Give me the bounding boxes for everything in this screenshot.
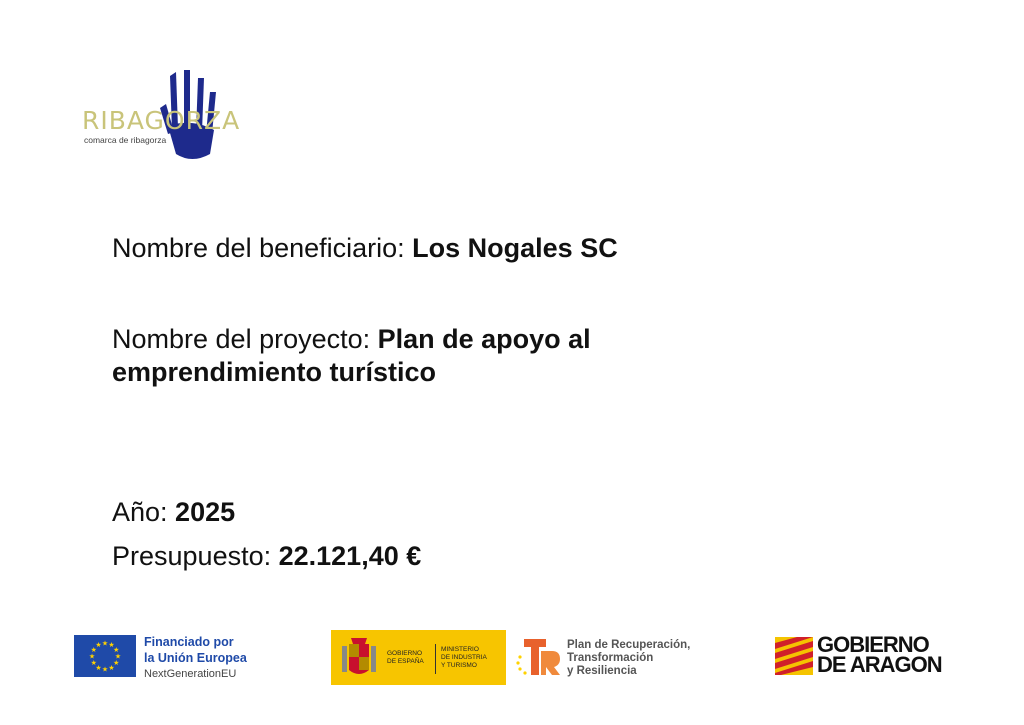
year-value: 2025: [175, 497, 236, 527]
budget-label: Presupuesto:: [112, 541, 279, 571]
logo-wordmark: RIBAGORZA: [82, 106, 241, 135]
year-label: Año:: [112, 497, 176, 527]
eu-star-icon: ★: [113, 660, 120, 667]
prtr-line-1: Plan de Recuperación,: [567, 639, 691, 651]
eu-star-icon: ★: [114, 653, 122, 661]
eu-star-icon: ★: [95, 642, 102, 650]
prtr-logo-icon: [514, 637, 562, 679]
aragon-flag-icon: [775, 637, 813, 675]
project-value: Plan de apoyo al emprendimiento turístico: [112, 324, 591, 387]
ribagorza-logo: [78, 68, 241, 168]
eu-star-icon: ★: [101, 640, 109, 648]
budget-value: 22.121,40 €: [278, 541, 422, 571]
prtr-line-2: Transformación: [567, 652, 654, 664]
ministerio-line-2: DE INDUSTRIA: [441, 654, 487, 661]
prtr-line-3: y Resiliencia: [567, 665, 637, 677]
beneficiary-field: [112, 232, 618, 264]
aragon-line-1: GOBIERNO: [817, 632, 929, 657]
eu-line-1: Financiado por: [144, 635, 234, 649]
year-field: [112, 496, 235, 528]
spain-coat-of-arms-icon: [339, 636, 379, 680]
gob-esp-line-1: GOBIERNO: [387, 650, 423, 657]
prtr-text: [567, 639, 690, 678]
eu-star-icon: ★: [108, 664, 115, 672]
gobierno-aragon-text: [817, 632, 942, 677]
beneficiary-label: Nombre del beneficiario:: [112, 233, 413, 263]
logo-subtitle: comarca de ribagorza: [84, 135, 167, 145]
project-label: Nombre del proyecto:: [112, 324, 378, 354]
gobierno-espana-text: [387, 650, 424, 666]
budget-field: [112, 540, 421, 572]
ministerio-text: [441, 646, 487, 670]
beneficiary-value: Los Nogales SC: [412, 233, 618, 263]
eu-star-icon: ★: [95, 664, 102, 672]
gob-esp-line-2: DE ESPAÑA: [387, 658, 424, 665]
gob-esp-divider: [435, 644, 436, 674]
ministerio-line-1: MINISTERIO: [441, 646, 479, 653]
eu-star-icon: ★: [113, 647, 120, 654]
eu-line-2: la Unión Europea: [144, 651, 247, 665]
eu-funding-text: [144, 634, 247, 682]
eu-star-icon: ★: [90, 647, 97, 654]
eu-flag-icon: [74, 635, 136, 677]
aragon-line-2: DE ARAGON: [817, 652, 942, 677]
gobierno-espana-logo: [331, 630, 506, 685]
project-field: [112, 323, 792, 389]
funding-logos-footer: [0, 625, 1024, 695]
ministerio-line-3: Y TURISMO: [441, 662, 477, 669]
eu-line-3: NextGenerationEU: [144, 668, 237, 680]
eu-star-icon: ★: [108, 642, 115, 650]
eu-star-icon: ★: [90, 660, 97, 667]
eu-star-icon: ★: [101, 666, 109, 674]
eu-star-icon: ★: [88, 653, 96, 661]
